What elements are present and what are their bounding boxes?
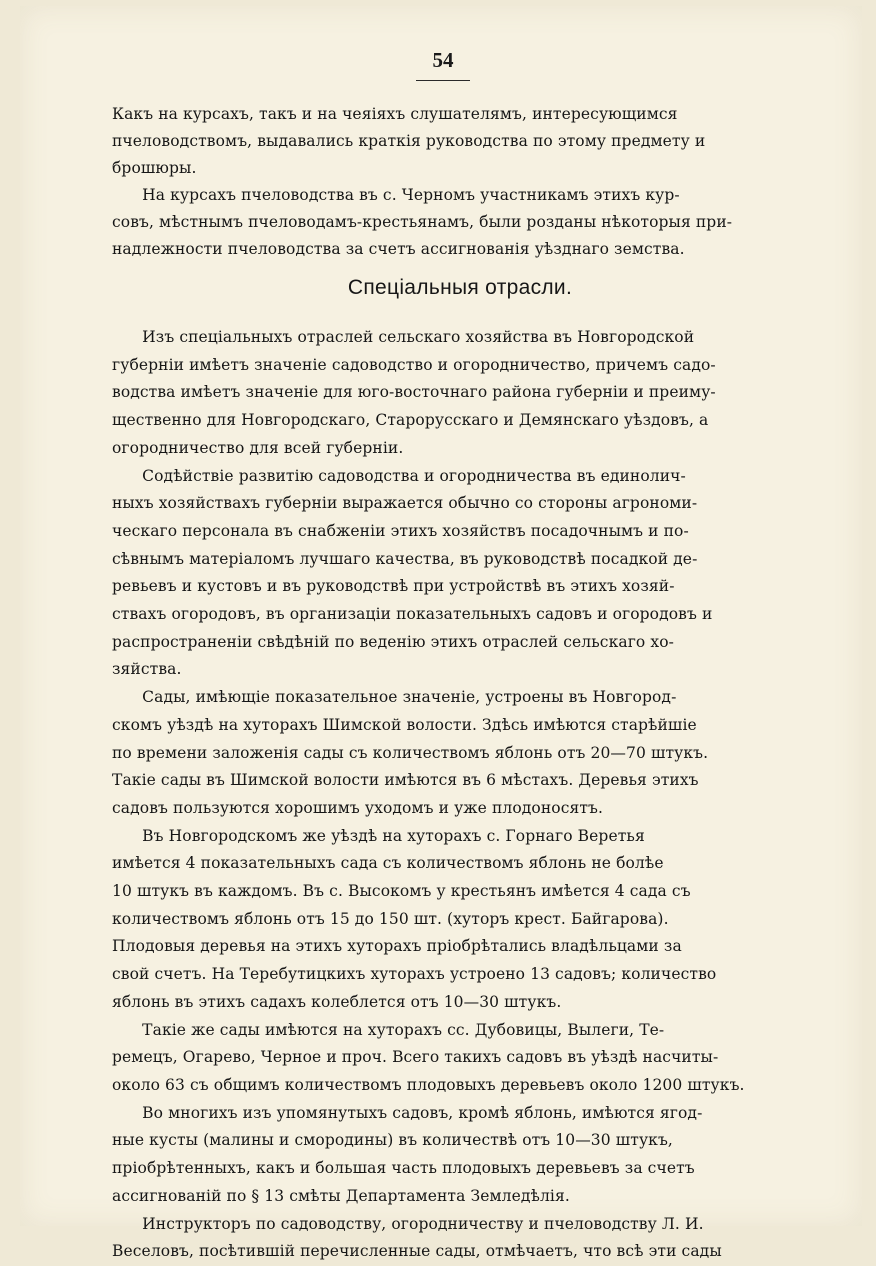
text-line: На курсахъ пчеловодства въ с. Черномъ участникамъ этихъ кур- (112, 186, 680, 204)
text-line: огородничество для всей губерніи. (112, 438, 404, 457)
text-line: Инструкторъ по садоводству, огородничеству и пчеловодству Л. И. (112, 1214, 704, 1233)
text-line: садовъ пользуются хорошимъ уходомъ и уже плодоносятъ. (112, 798, 604, 817)
text-line: Плодовыя деревья на этихъ хуторахъ пріобрѣтались владѣльцами за (112, 937, 682, 956)
text-line: Веселовъ, посѣтившій перечисленные сады, отмѣчаетъ, что всѣ эти сады (112, 1242, 722, 1261)
text-line: губерніи имѣетъ значеніе садоводство и огородничество, причемъ садо- (112, 355, 716, 374)
text-line: Содѣйствіе развитію садоводства и огородничества въ единолич- (112, 466, 686, 485)
text-line: надлежности пчеловодства за счетъ ассигнованія уѣзднаго земства. (112, 240, 685, 258)
text-line: Въ Новгородскомъ же уѣздѣ на хуторахъ с. Горнаго Веретья (112, 826, 645, 845)
text-line: Какъ на курсахъ, такъ и на чеяіяхъ слушателямъ, интересующимся (112, 105, 678, 123)
text-line: зяйства. (112, 660, 182, 679)
text-line: ревьевъ и кустовъ и въ руководствѣ при устройствѣ въ этихъ хозяй- (112, 577, 675, 596)
text-line: водства имѣетъ значеніе для юго-восточнаго района губерніи и преиму- (112, 383, 716, 402)
text-line: пчеловодствомъ, выдавались краткія руководства по этому предмету и (112, 132, 706, 150)
page-number-underline (416, 80, 470, 81)
intro-paragraphs (112, 101, 812, 263)
text-line: Такіе сады въ Шимской волости имѣются въ 6 мѣстахъ. Деревья этихъ (112, 771, 699, 790)
text-line: свой счетъ. На Теребутицкихъ хуторахъ устроено 13 садовъ; количество (112, 965, 717, 984)
text-line: имѣется 4 показательныхъ сада съ количествомъ яблонь не болѣе (112, 854, 664, 873)
text-line: брошюры. (112, 159, 197, 177)
text-line: щественно для Новгородскаго, Старорусскаго и Демянскаго уѣздовъ, а (112, 411, 709, 430)
text-line: около 63 съ общимъ количествомъ плодовыхъ деревьевъ около 1200 штукъ. (112, 1075, 745, 1094)
text-line: по времени заложенія сады съ количествомъ яблонь отъ 20—70 штукъ. (112, 743, 709, 762)
text-line: пріобрѣтенныхъ, какъ и большая часть плодовыхъ деревьевъ за счетъ (112, 1159, 695, 1178)
text-line: скомъ уѣздѣ на хуторахъ Шимской волости. Здѣсь имѣются старѣйшіе (112, 715, 697, 734)
text-line: Сады, имѣющіе показательное значеніе, устроены въ Новгород- (112, 688, 677, 707)
text-line: количествомъ яблонь отъ 15 до 150 шт. (хуторъ крест. Байгарова). (112, 909, 669, 928)
text-line: ные кусты (малины и смородины) въ количествѣ отъ 10—30 штукъ, (112, 1131, 673, 1150)
text-line: сѣвнымъ матеріаломъ лучшаго качества, въ руководствѣ посадкой де- (112, 549, 698, 568)
text-line: Изъ спеціальныхъ отраслей сельскаго хозяйства въ Новгородской (112, 328, 695, 346)
page-number: 54 (432, 48, 454, 72)
text-line: распространеніи свѣдѣній по веденію этихъ отраслей сельскаго хо- (112, 632, 674, 651)
text-line: 10 штукъ въ каждомъ. Въ с. Высокомъ у крестьянъ имѣется 4 сада съ (112, 882, 691, 901)
text-line: яблонь въ этихъ садахъ колеблется отъ 10—30 штукъ. (112, 992, 562, 1011)
section-body (112, 324, 812, 1266)
text-line: ныхъ хозяйствахъ губерніи выражается обычно со стороны агрономи- (112, 494, 698, 513)
section-heading: Спеціальныя отрасли. (347, 276, 573, 299)
text-line: совъ, мѣстнымъ пчеловодамъ-крестьянамъ, были розданы нѣкоторыя при- (112, 213, 733, 231)
text-line: Такіе же сады имѣются на хуторахъ сс. Дубовицы, Вылеги, Те- (112, 1020, 665, 1039)
text-line: ческаго персонала въ снабженіи этихъ хозяйствъ посадочнымъ и по- (112, 521, 689, 540)
text-line: ствахъ огородовъ, въ организаціи показательныхъ садовъ и огородовъ и (112, 605, 713, 624)
text-line: Во многихъ изъ упомянутыхъ садовъ, кромѣ яблонь, имѣются ягод- (112, 1103, 703, 1122)
document-page (20, 6, 862, 1261)
text-line: ремецъ, Огарево, Черное и проч. Всего такихъ садовъ въ уѣздѣ насчиты- (112, 1048, 719, 1067)
text-line: ассигнованій по § 13 смѣты Департамента Земледѣлія. (112, 1186, 570, 1205)
